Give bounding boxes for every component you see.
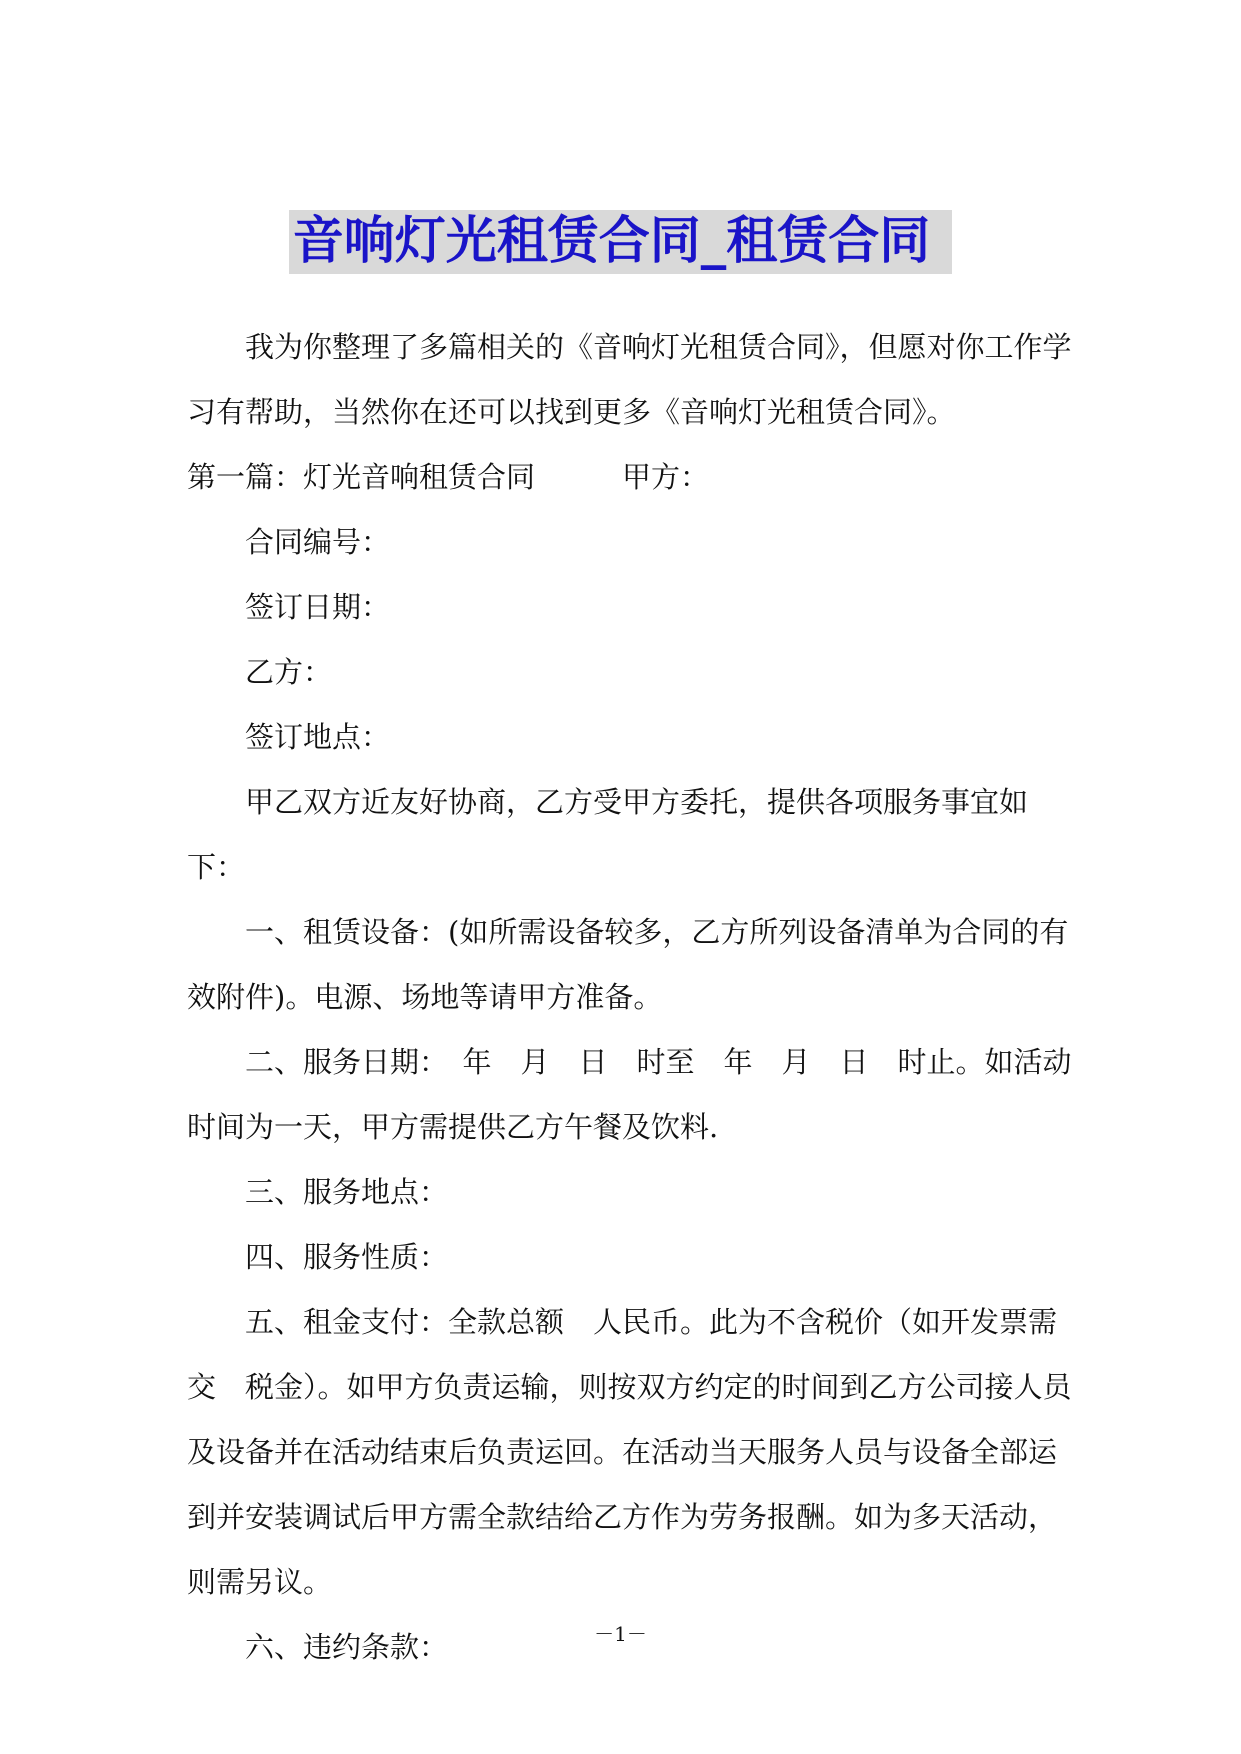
paragraph-service-date: 二、服务日期： 年 月 日 时至 年 月 日 时止。如活动时间为一天，甲方需提供乙方午餐及饮料. bbox=[187, 1045, 1072, 1144]
paragraph-sign-date: 签订日期： bbox=[245, 590, 391, 624]
paragraph-agreement: 甲乙双方近友好协商，乙方受甲方委托，提供各项服务事宜如下： bbox=[187, 785, 1029, 884]
paragraph-service-location: 三、服务地点： bbox=[245, 1175, 449, 1209]
paragraph-section-one-heading: 第一篇：灯光音响租赁合同 甲方： bbox=[187, 460, 710, 494]
document-body bbox=[187, 315, 1077, 1680]
paragraph-intro: 我为你整理了多篇相关的《音响灯光租赁合同》，但愿对你工作学习有帮助，当然你在还可以找到更多《音响灯光租赁合同》。 bbox=[187, 330, 1072, 429]
paragraph-service-nature: 四、服务性质： bbox=[245, 1240, 449, 1274]
paragraph-contract-number: 合同编号： bbox=[245, 525, 391, 559]
title-area bbox=[0, 210, 1241, 274]
paragraph-party-b: 乙方： bbox=[245, 655, 333, 689]
document-title: 音响灯光租赁合同_租赁合同 bbox=[289, 210, 953, 274]
paragraph-sign-location: 签订地点： bbox=[245, 720, 391, 754]
paragraph-rent-payment: 五、租金支付：全款总额 人民币。此为不含税价（如开发票需交 税金）。如甲方负责运输，则按双方约定的时间到乙方公司接人员及设备并在活动结束后负责运回。在活动当天服务人员与设备全部运到并安装调试后甲方需全款结给乙方作为劳务报酬。如为多天活动，则需另议。 bbox=[187, 1305, 1072, 1599]
paragraph-breach-clause: 六、违约条款： bbox=[245, 1630, 449, 1664]
page-number: －1－ bbox=[594, 1622, 647, 1646]
paragraph-equipment: 一、租赁设备：(如所需设备较多，乙方所列设备清单为合同的有效附件)。电源、场地等请甲方准备。 bbox=[187, 915, 1069, 1014]
